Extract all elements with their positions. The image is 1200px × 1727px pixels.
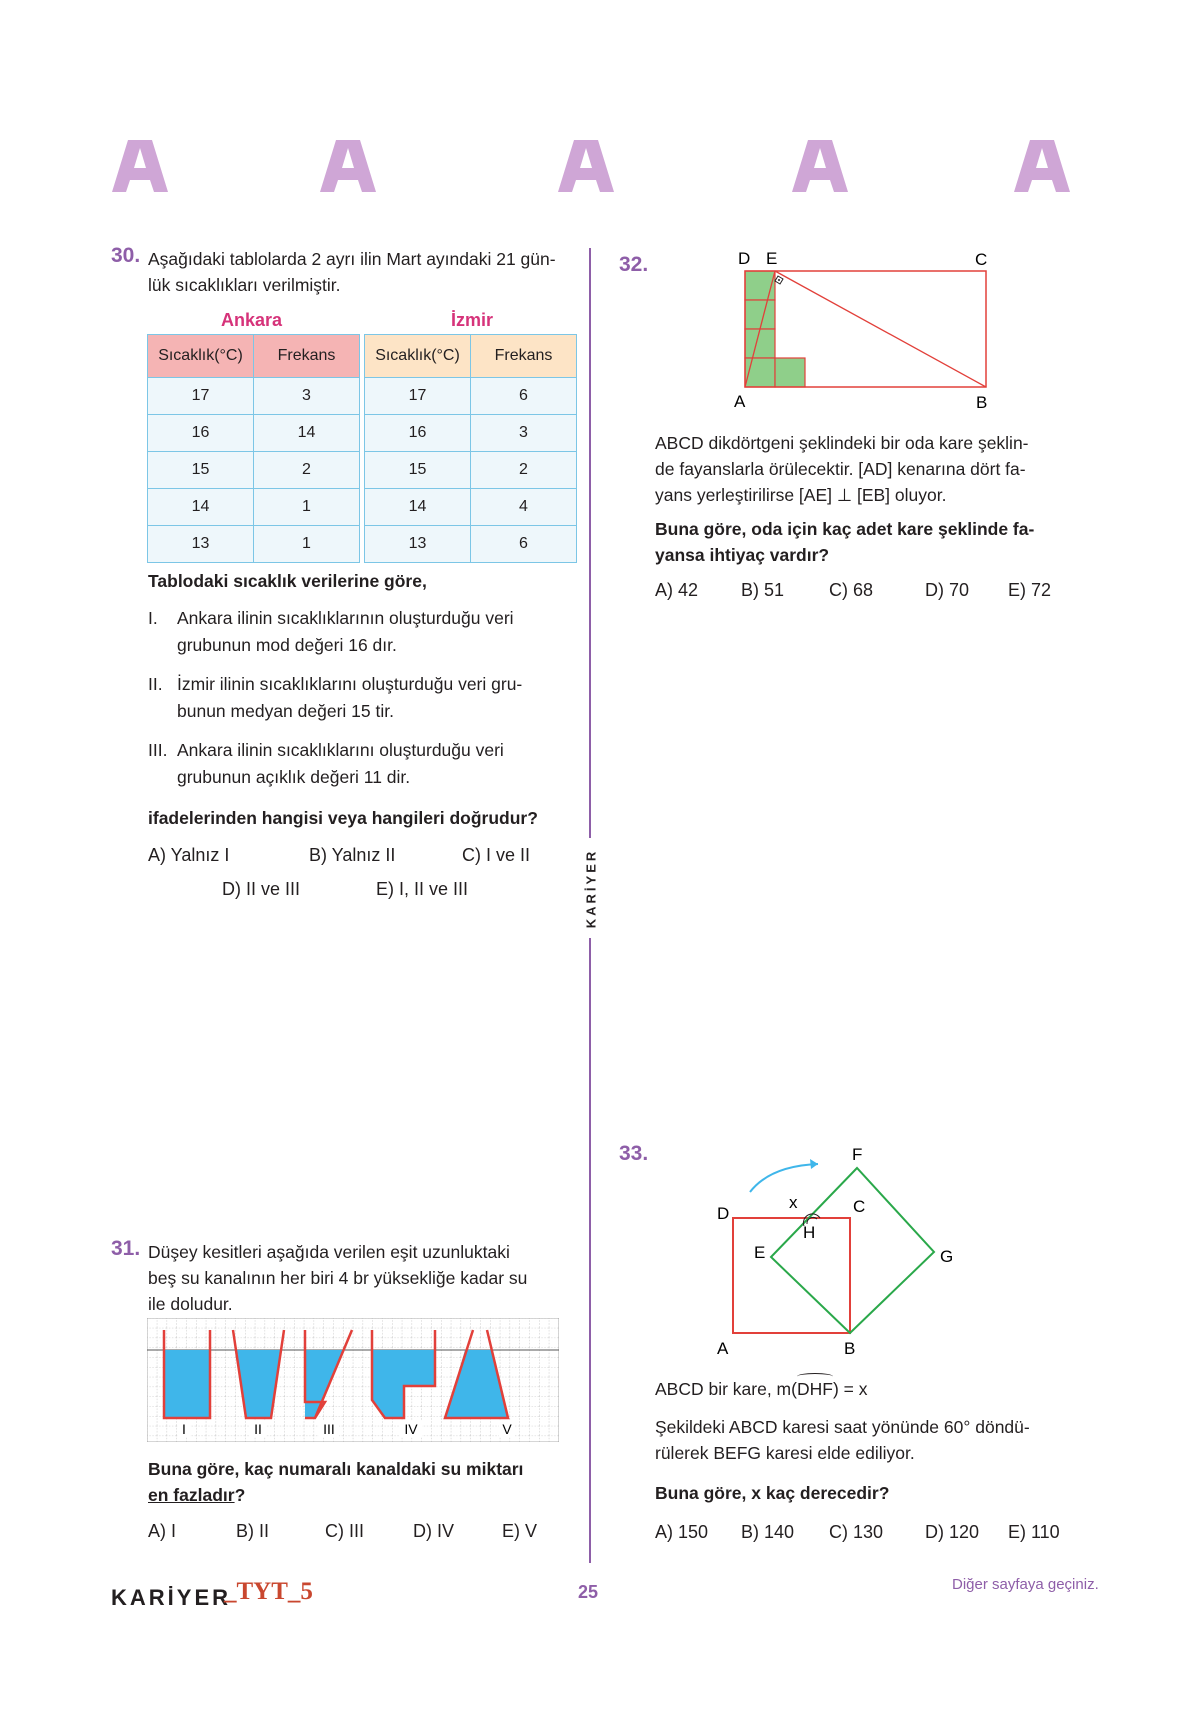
q31-option-c[interactable]: C) III	[325, 1521, 364, 1541]
label-d: D	[717, 1204, 730, 1223]
label-b: B	[976, 393, 988, 412]
table-cell: 4	[470, 489, 577, 526]
table-row	[364, 378, 577, 415]
page-number: 25	[578, 1582, 599, 1602]
q30-option-d[interactable]: D) II ve III	[222, 879, 301, 899]
q32-option-d[interactable]: D) 70	[925, 580, 970, 600]
table-cell: 16	[147, 415, 253, 452]
q33-option-a[interactable]: A) 150	[655, 1522, 709, 1542]
table-cell: 6	[470, 526, 577, 563]
label-e: E	[754, 1243, 766, 1262]
question-31-text: Düşey kesitleri aşağıda verilen eşit uzunluktaki beş su kanalının her biri 4 br yüksekliğe kadar su ile doludur.	[148, 1242, 528, 1314]
table-cell: 15	[364, 452, 470, 489]
header-letter-a-icon	[1012, 136, 1072, 196]
rotated-squares-figure	[700, 1140, 980, 1360]
tile	[745, 300, 775, 329]
q32-option-e[interactable]: E) 72	[1008, 580, 1052, 600]
table-header-row	[147, 334, 360, 378]
tile	[745, 329, 775, 358]
question-33-given: ABCD bir kare, m( DHF) = x	[655, 1376, 867, 1402]
tile	[745, 358, 775, 387]
izmir-table-title: İzmir	[451, 310, 494, 330]
table-cell: 1	[253, 526, 360, 563]
canal-cross-sections-figure	[147, 1318, 559, 1442]
table-cell: 13	[147, 526, 253, 563]
canal-label-v: V	[502, 1421, 512, 1437]
question-31-number: 31.	[111, 1237, 141, 1260]
table-header-row	[364, 334, 577, 378]
q30-option-b[interactable]: B) Yalnız II	[309, 845, 396, 865]
table-cell: 16	[364, 415, 470, 452]
ankara-frequency-table	[147, 334, 360, 563]
rotation-arrow-icon	[750, 1164, 818, 1192]
label-x: x	[789, 1193, 798, 1212]
table-row	[147, 378, 360, 415]
table-cell: 14	[147, 489, 253, 526]
label-c: C	[853, 1197, 866, 1216]
question-32-text: ABCD dikdörtgeni şeklindeki bir oda kare şeklin- de fayanslarla örülecektir. [AD] kenarına dört fa- yans yerleştirilirse [AE] ⊥ [EB] oluyor.	[655, 433, 1029, 505]
header-letter-a-icon	[556, 136, 616, 196]
canal-label-i: I	[182, 1421, 186, 1437]
table-header-cell: Frekans	[470, 334, 577, 378]
table-row	[364, 452, 577, 489]
question-30-lead: Tablodaki sıcaklık verilerine göre,	[148, 571, 427, 591]
table-cell: 17	[364, 378, 470, 415]
question-32-number: 32.	[619, 253, 649, 276]
table-header-cell: Sıcaklık(°C)	[147, 334, 253, 378]
question-33-prompt: Buna göre, x kaç derecedir?	[655, 1483, 890, 1503]
table-header-cell: Frekans	[253, 334, 360, 378]
q30-option-e[interactable]: E) I, II ve III	[376, 879, 469, 899]
table-row	[147, 452, 360, 489]
table-cell: 6	[470, 378, 577, 415]
canal-label-iv: IV	[404, 1421, 418, 1437]
q32-option-a[interactable]: A) 42	[655, 580, 699, 600]
canal-label-iii: III	[323, 1421, 335, 1437]
footer-exam-code: _TYT_5	[224, 1578, 313, 1605]
segment-eb	[775, 271, 986, 387]
table-cell: 2	[470, 452, 577, 489]
footer-brand-logo: KARİYER	[111, 1585, 232, 1610]
canal-label-ii: II	[254, 1421, 262, 1437]
question-32-prompt: Buna göre, oda için kaç adet kare şeklinde fa- yansa ihtiyaç vardır?	[655, 519, 1035, 565]
label-c: C	[975, 250, 988, 269]
table-cell: 3	[253, 378, 360, 415]
table-cell: 14	[364, 489, 470, 526]
q33-option-b[interactable]: B) 140	[741, 1522, 795, 1542]
q32-option-b[interactable]: B) 51	[741, 580, 785, 600]
table-header-cell: Sıcaklık(°C)	[364, 334, 470, 378]
tile	[745, 271, 775, 300]
label-d: D	[738, 249, 751, 268]
table-cell: 3	[470, 415, 577, 452]
label-e: E	[766, 249, 778, 268]
q31-option-a[interactable]: A) I	[148, 1521, 177, 1541]
table-row	[147, 526, 360, 563]
table-cell: 13	[364, 526, 470, 563]
label-g: G	[940, 1247, 954, 1266]
q30-option-a[interactable]: A) Yalnız I	[148, 845, 230, 865]
q30-option-c[interactable]: C) I ve II	[462, 845, 531, 865]
q31-option-d[interactable]: D) IV	[413, 1521, 455, 1541]
next-page-note: Diğer sayfaya geçiniz.	[952, 1576, 1099, 1593]
izmir-frequency-table	[364, 334, 577, 563]
q31-option-e[interactable]: E) V	[502, 1521, 538, 1541]
table-cell: 15	[147, 452, 253, 489]
label-f: F	[852, 1145, 863, 1164]
question-30-number: 30.	[111, 244, 141, 267]
header-letter-a-icon	[110, 136, 170, 196]
table-row	[147, 415, 360, 452]
q31-option-b[interactable]: B) II	[236, 1521, 270, 1541]
table-cell: 2	[253, 452, 360, 489]
question-33-number: 33.	[619, 1142, 649, 1165]
statement-iii: III. Ankara ilinin sıcaklıklarını oluşturduğu veri grubunun açıklık değeri 11 dir.	[148, 740, 504, 787]
tile	[775, 358, 805, 387]
table-row	[147, 489, 360, 526]
label-a: A	[734, 392, 746, 411]
q33-option-d[interactable]: D) 120	[925, 1522, 980, 1542]
statement-ii: II. İzmir ilinin sıcaklıklarını oluşturduğu veri gru- bunun medyan değeri 15 tir.	[148, 674, 523, 721]
table-row	[364, 415, 577, 452]
q33-option-e[interactable]: E) 110	[1008, 1522, 1060, 1542]
ankara-table-title: Ankara	[221, 310, 283, 330]
room-tiles-figure	[728, 245, 998, 415]
canal-i-water	[164, 1350, 210, 1418]
question-30-prompt: ifadelerinden hangisi veya hangileri doğrudur?	[148, 808, 538, 828]
table-cell: 1	[253, 489, 360, 526]
q32-option-c[interactable]: C) 68	[829, 580, 874, 600]
label-b: B	[844, 1339, 856, 1358]
q33-option-c[interactable]: C) 130	[829, 1522, 884, 1542]
table-cell: 14	[253, 415, 360, 452]
label-a: A	[717, 1339, 729, 1358]
header-letter-a-icon	[318, 136, 378, 196]
table-row	[364, 489, 577, 526]
table-row	[364, 526, 577, 563]
table-cell: 17	[147, 378, 253, 415]
header-letter-a-icon	[790, 136, 850, 196]
label-h: H	[803, 1223, 816, 1242]
question-33-text: Şekildeki ABCD karesi saat yönünde 60° döndü- rülerek BEFG karesi elde ediliyor.	[655, 1417, 1030, 1463]
statement-i: I. Ankara ilinin sıcaklıklarının oluşturduğu veri grubunun mod değeri 16 dır.	[148, 608, 514, 655]
question-30-intro: Aşağıdaki tablolarda 2 ayrı ilin Mart ayındaki 21 gün- lük sıcaklıkları verilmiştir.	[148, 249, 556, 295]
question-31-prompt: Buna göre, kaç numaralı kanaldaki su miktarı en fazladır?	[148, 1459, 524, 1505]
side-brand: KARİYER	[571, 838, 611, 938]
